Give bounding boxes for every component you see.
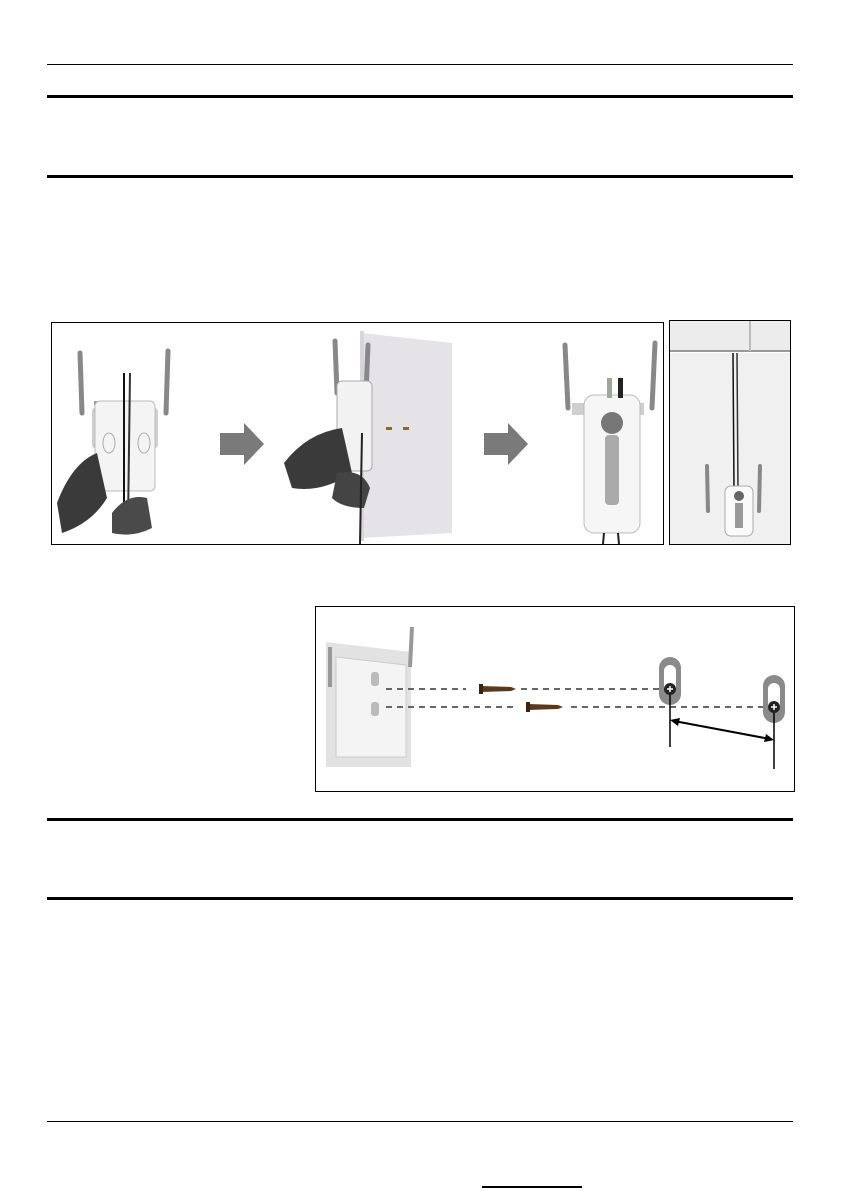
device-side-image xyxy=(326,627,412,767)
footer-rule xyxy=(47,1121,793,1122)
section-rule-top xyxy=(47,95,793,98)
screw-hole-diagram xyxy=(315,606,795,792)
header-rule xyxy=(47,64,793,65)
wall-hang-image xyxy=(284,331,452,544)
right-arrow-icon xyxy=(220,423,264,465)
section-rule-bottom xyxy=(47,175,793,178)
section-rule-top xyxy=(47,818,793,821)
wall-mount-figure xyxy=(51,322,664,545)
mounted-device-image xyxy=(565,343,655,544)
section-rule-bottom xyxy=(47,897,793,900)
device-back-image xyxy=(57,351,168,535)
distance-arrow-icon xyxy=(670,718,774,742)
ceiling-mount-photo xyxy=(669,320,791,545)
footer-bar xyxy=(482,1186,582,1188)
screw-icon xyxy=(526,702,563,712)
right-arrow-icon xyxy=(484,423,528,465)
screw-icon xyxy=(479,684,516,694)
